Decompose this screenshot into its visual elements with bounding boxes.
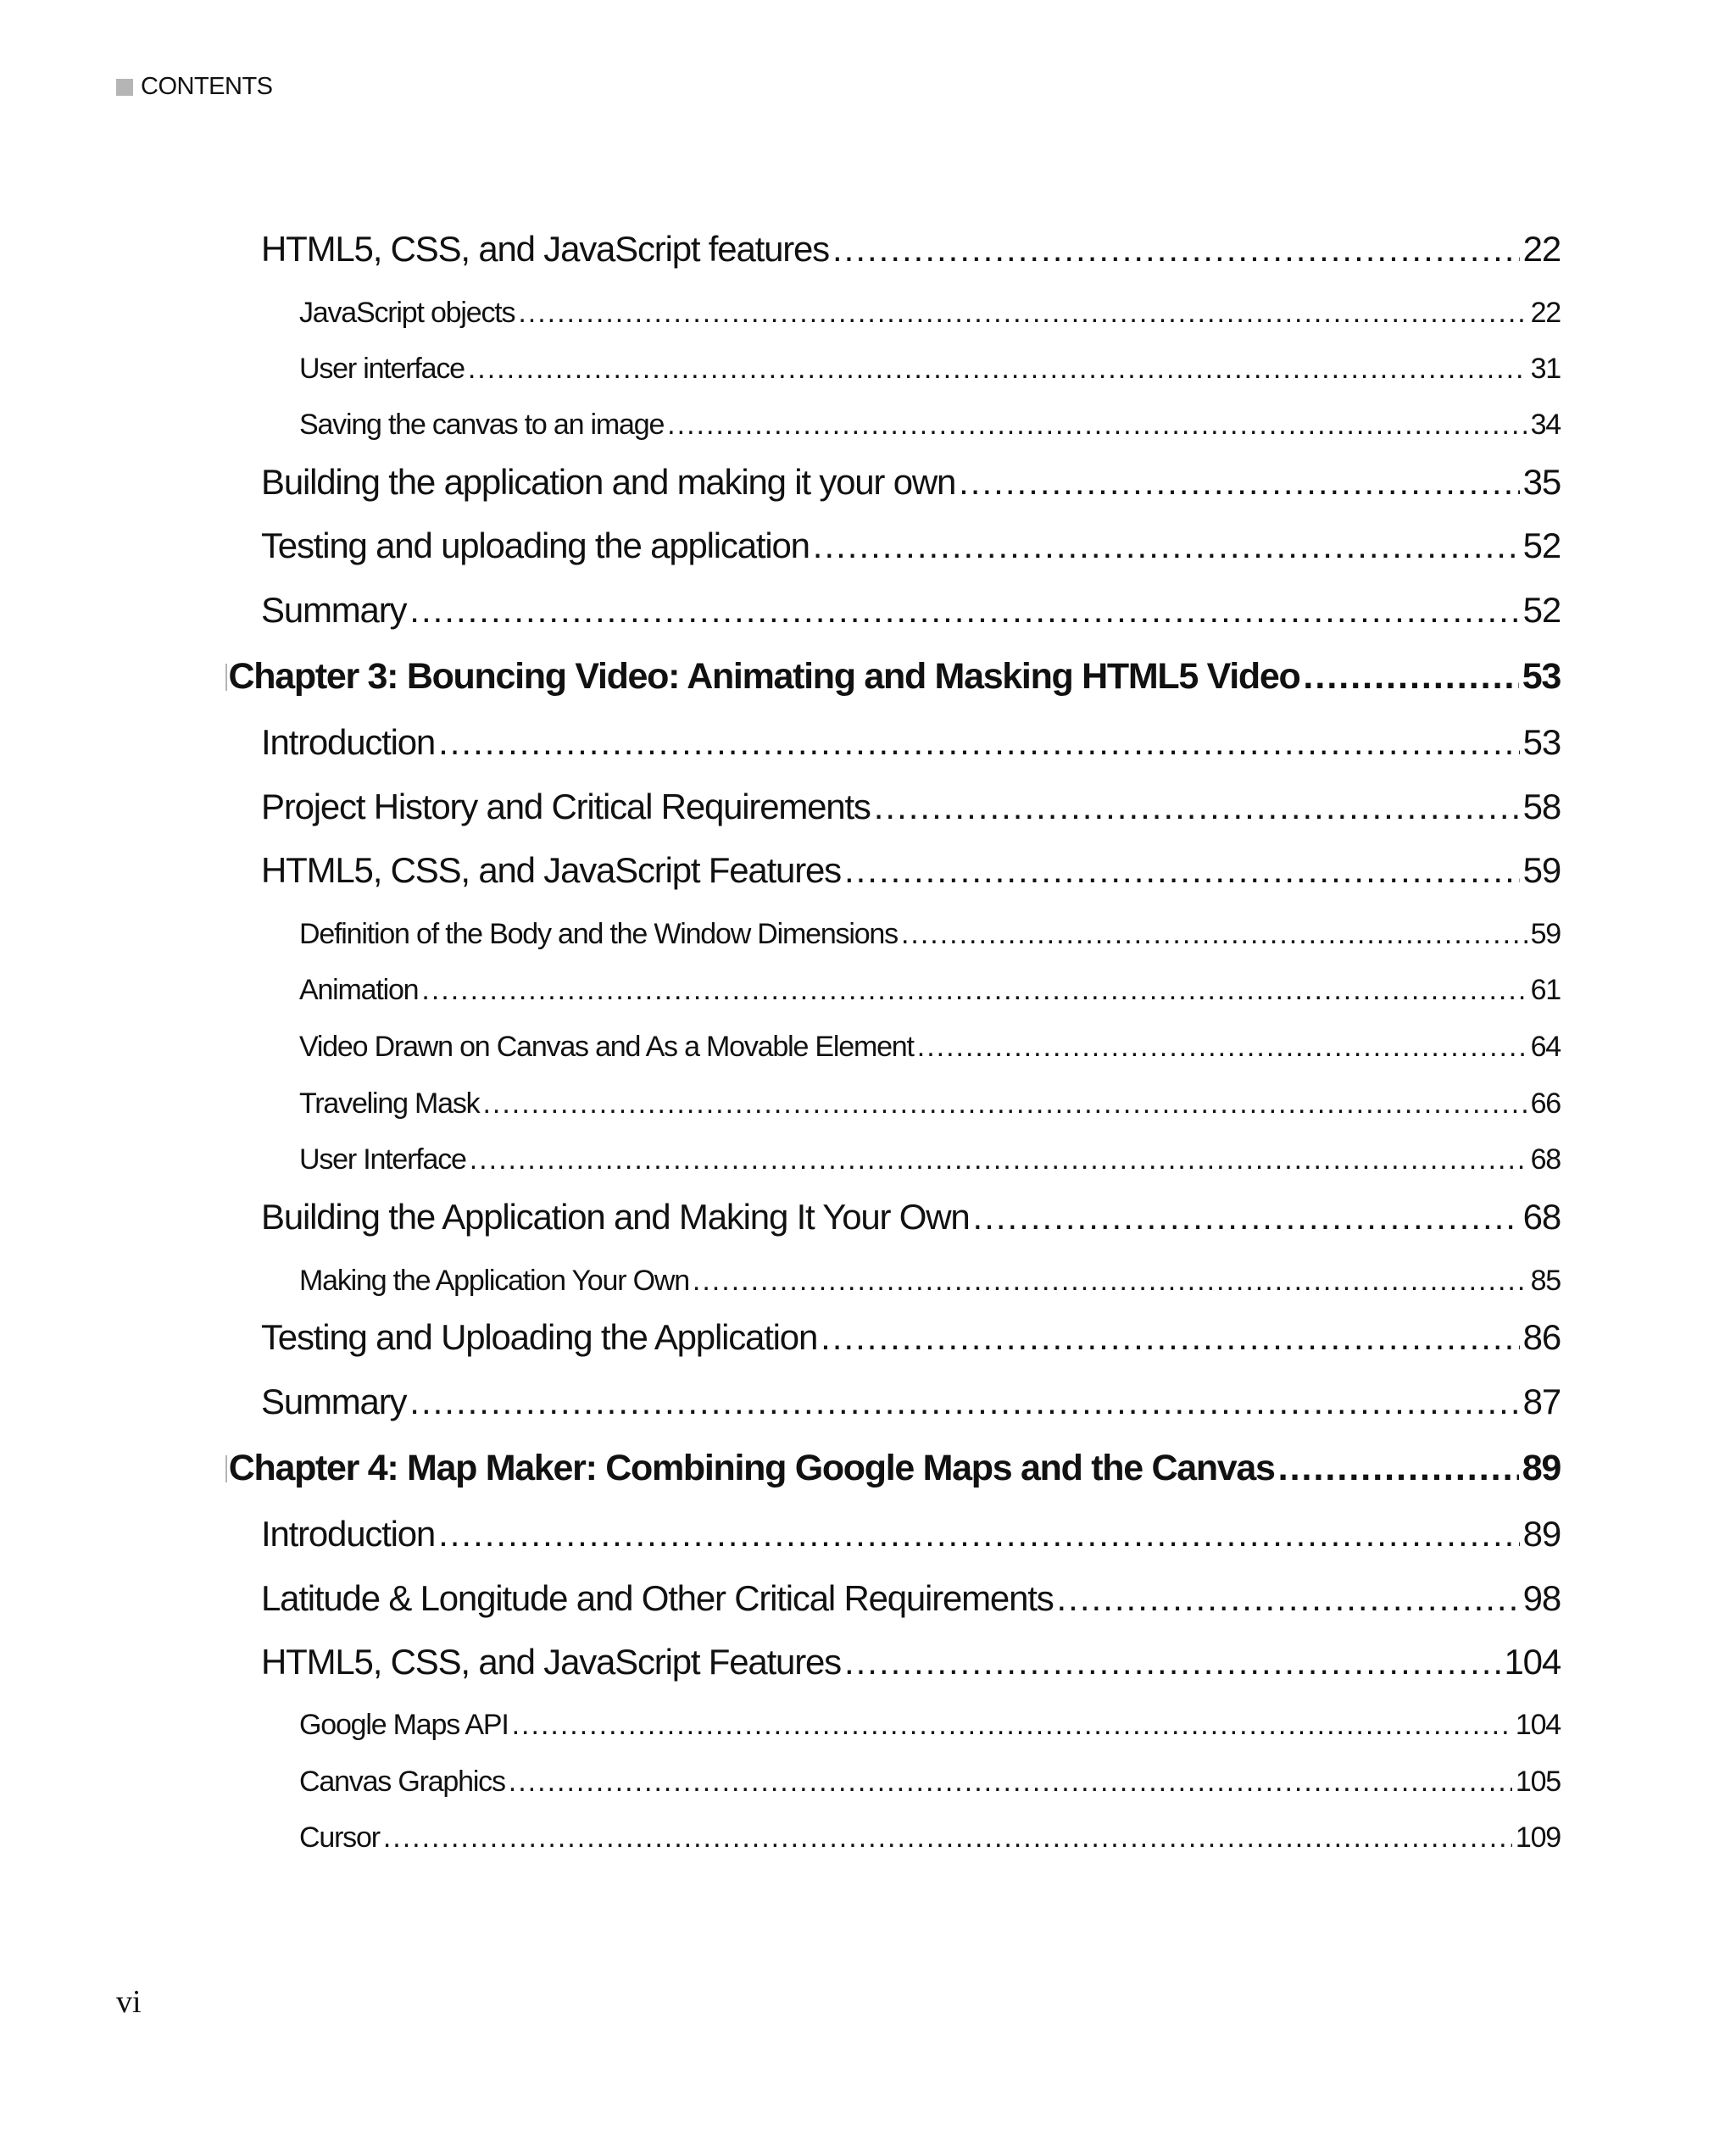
toc-entry-title: HTML5, CSS, and JavaScript Features	[261, 1642, 841, 1682]
toc-entry[interactable]	[261, 590, 1561, 631]
toc-entry-page: 58	[1522, 787, 1561, 826]
dot-leader	[1303, 656, 1518, 698]
toc-chapter-entry[interactable]	[225, 1448, 1561, 1489]
toc-entry-page: 68	[1530, 1143, 1561, 1176]
dot-leader	[470, 1143, 1527, 1176]
dot-leader	[509, 1766, 1512, 1799]
toc-entry-title: Testing and Uploading the Application	[261, 1317, 818, 1357]
toc-entry[interactable]	[299, 1821, 1561, 1855]
toc-entry-title: Video Drawn on Canvas and As a Movable Element	[299, 1031, 914, 1063]
dot-leader	[667, 409, 1527, 442]
toc-entry-title: Building the Application and Making It Your Own	[261, 1197, 970, 1237]
dot-leader	[901, 918, 1527, 951]
toc-entry-title: Saving the canvas to an image	[299, 409, 665, 441]
dot-leader	[844, 1642, 1501, 1682]
toc-entry-title: Building the application and making it your own	[261, 462, 956, 502]
dot-leader	[813, 526, 1520, 566]
toc-entry-title: Introduction	[261, 722, 436, 762]
toc-entry[interactable]	[299, 1766, 1561, 1799]
dot-leader	[844, 850, 1520, 891]
toc-entry[interactable]	[261, 850, 1561, 891]
toc-entry[interactable]	[299, 409, 1561, 442]
toc-entry-page: 53	[1522, 722, 1561, 762]
toc-entry-page: 34	[1530, 409, 1561, 441]
toc-entry[interactable]	[261, 1382, 1561, 1422]
toc-entry-page: 109	[1515, 1821, 1561, 1854]
page-number: vi	[116, 1984, 142, 2020]
toc-entry-page: 59	[1522, 850, 1561, 890]
toc-entry[interactable]	[299, 353, 1561, 386]
toc-entry-title: HTML5, CSS, and JavaScript features	[261, 229, 829, 269]
toc-entry[interactable]	[299, 1031, 1561, 1064]
toc-entry[interactable]	[261, 1317, 1561, 1358]
toc-entry-page: 105	[1515, 1766, 1561, 1798]
toc-entry-title: User interface	[299, 353, 465, 385]
toc-entry-title: Definition of the Body and the Window Dimensions	[299, 918, 898, 950]
toc-entry-page: 68	[1522, 1197, 1561, 1237]
toc-entry-title: Making the Application Your Own	[299, 1265, 689, 1297]
toc-entry[interactable]	[299, 974, 1561, 1007]
toc-entry-title: Chapter 4: Map Maker: Combining Google Maps and the Canvas	[228, 1448, 1275, 1488]
dot-leader	[512, 1709, 1512, 1742]
toc-entry[interactable]	[261, 787, 1561, 827]
toc-entry[interactable]	[299, 1265, 1561, 1298]
toc-entry[interactable]	[299, 297, 1561, 330]
dot-leader	[1278, 1448, 1519, 1489]
dot-leader	[959, 462, 1520, 503]
toc-entry-page: 89	[1522, 1448, 1561, 1488]
dot-leader	[421, 974, 1527, 1007]
running-header	[116, 73, 273, 101]
toc-entry[interactable]	[261, 1197, 1561, 1237]
dot-leader	[518, 297, 1527, 330]
toc-entry-page: 61	[1530, 974, 1561, 1006]
toc-entry-page: 66	[1530, 1087, 1561, 1120]
toc-entry-page: 86	[1522, 1317, 1561, 1357]
toc-entry-title: Chapter 3: Bouncing Video: Animating and Masking HTML5 Video	[228, 656, 1300, 697]
toc-entry-title: JavaScript objects	[299, 297, 515, 329]
toc-entry-page: 35	[1522, 462, 1561, 502]
toc-entry-title: Testing and uploading the application	[261, 526, 810, 565]
toc-entry-title: Project History and Critical Requirements	[261, 787, 871, 826]
dot-leader	[874, 787, 1520, 827]
toc-entry-page: 85	[1530, 1265, 1561, 1297]
toc-entry-title: Summary	[261, 590, 407, 630]
toc-entry[interactable]	[299, 1709, 1561, 1742]
dot-leader	[917, 1031, 1527, 1064]
dot-leader	[973, 1197, 1520, 1237]
toc-entry-title: Latitude & Longitude and Other Critical Requirements	[261, 1578, 1054, 1618]
toc-entry[interactable]	[299, 918, 1561, 951]
toc-entry-page: 59	[1530, 918, 1561, 950]
toc-entry-title: Google Maps API	[299, 1709, 509, 1741]
toc-entry-page: 52	[1522, 526, 1561, 565]
toc-entry-title: Summary	[261, 1382, 407, 1421]
toc-entry-page: 104	[1504, 1642, 1561, 1682]
dot-leader	[409, 1382, 1519, 1422]
toc-entry-page: 98	[1522, 1578, 1561, 1618]
toc-entry-page: 22	[1522, 229, 1561, 269]
toc-entry-page: 64	[1530, 1031, 1561, 1063]
toc-entry[interactable]	[261, 526, 1561, 566]
dot-leader	[438, 1514, 1520, 1554]
toc-entry-page: 53	[1522, 656, 1561, 697]
dot-leader	[438, 722, 1520, 763]
toc-entry[interactable]	[261, 722, 1561, 763]
running-header-label: CONTENTS	[141, 73, 273, 100]
dot-leader	[1057, 1578, 1520, 1619]
toc-entry-page: 89	[1522, 1514, 1561, 1554]
toc-entry-title: Introduction	[261, 1514, 436, 1554]
toc-entry-page: 87	[1522, 1382, 1561, 1421]
toc-entry[interactable]	[299, 1087, 1561, 1121]
dot-leader	[693, 1265, 1527, 1298]
toc-entry-title: HTML5, CSS, and JavaScript Features	[261, 850, 841, 890]
toc-entry[interactable]	[261, 229, 1561, 270]
toc-entry-title: Animation	[299, 974, 419, 1006]
toc-entry[interactable]	[261, 1514, 1561, 1554]
toc-entry[interactable]	[261, 462, 1561, 503]
square-bullet-icon	[116, 79, 133, 96]
toc-entry-page: 104	[1515, 1709, 1561, 1741]
toc-entry[interactable]	[299, 1143, 1561, 1176]
dot-leader	[409, 590, 1519, 631]
square-bullet-icon	[225, 664, 227, 691]
toc-chapter-entry[interactable]	[225, 656, 1561, 698]
dot-leader	[383, 1821, 1512, 1855]
toc-entry-title: Traveling Mask	[299, 1087, 480, 1120]
toc-entry[interactable]	[261, 1642, 1561, 1682]
toc-entry-title: Canvas Graphics	[299, 1766, 505, 1798]
toc-entry[interactable]	[261, 1578, 1561, 1619]
toc-entry-title: User Interface	[299, 1143, 466, 1176]
dot-leader	[468, 353, 1527, 386]
toc-entry-page: 52	[1522, 590, 1561, 630]
toc-entry-title: Cursor	[299, 1821, 380, 1854]
toc-entry-page: 31	[1530, 353, 1561, 385]
square-bullet-icon	[225, 1455, 227, 1482]
dot-leader	[821, 1317, 1520, 1358]
toc-entry-page: 22	[1530, 297, 1561, 329]
dot-leader	[482, 1087, 1527, 1121]
dot-leader	[832, 229, 1520, 270]
